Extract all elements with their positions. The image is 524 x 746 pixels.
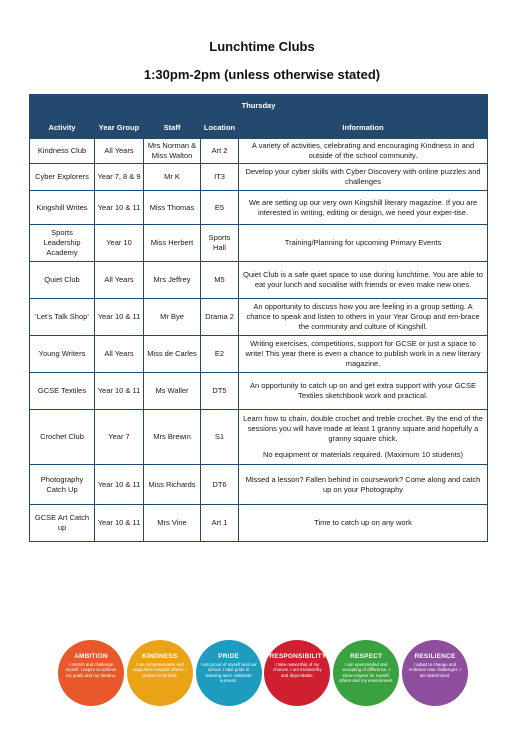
value-title: AMBITION: [74, 653, 108, 660]
clubs-table-body: [30, 139, 488, 542]
value-title: PRIDE: [218, 653, 240, 660]
activity-cell: Crochet Club: [30, 410, 95, 465]
staff-cell: Ms Waller: [144, 373, 201, 410]
value-badge-responsibility: [264, 640, 330, 706]
year-group-cell: All Years: [95, 336, 144, 373]
table-row: [30, 191, 488, 225]
information-cell: [239, 336, 488, 373]
value-badge-respect: [333, 640, 399, 706]
year-group-cell: Year 10 & 11: [95, 191, 144, 225]
table-row: [30, 336, 488, 373]
column-header-staff: Staff: [144, 118, 201, 139]
activity-cell: ‘Let’s Talk Shop’: [30, 299, 95, 336]
activity-cell: Quiet Club: [30, 262, 95, 299]
location-cell: S1: [201, 410, 239, 465]
column-header-information: Information: [239, 118, 488, 139]
value-badge-ambition: [58, 640, 124, 706]
information-text: A variety of activities, celebrating and encouraging Kindness in and outside of the school community.: [251, 141, 475, 160]
information-cell: [239, 225, 488, 262]
table-row: [30, 410, 488, 465]
information-text: Time to catch up on any work: [314, 518, 412, 527]
information-text: No equipment or materials required. (Maximum 10 students): [262, 450, 464, 459]
value-title: RESPONSIBILITY: [269, 653, 327, 660]
page-title: Lunchtime Clubs: [209, 39, 315, 54]
value-badge-kindness: [127, 640, 193, 706]
activity-cell: Sports Leadership Academy: [30, 225, 95, 262]
location-cell: Drama 2: [201, 299, 239, 336]
activity-cell: Cyber Explorers: [30, 164, 95, 191]
year-group-cell: Year 10: [95, 225, 144, 262]
column-header-row: [30, 118, 488, 139]
year-group-cell: Year 7: [95, 410, 144, 465]
activity-cell: Young Writers: [30, 336, 95, 373]
information-cell: [239, 505, 488, 542]
staff-cell: Mrs Norman & Miss Walton: [144, 139, 201, 164]
year-group-cell: Year 10 & 11: [95, 373, 144, 410]
value-badge-resilience: [402, 640, 468, 706]
table-row: [30, 164, 488, 191]
value-title: KINDNESS: [142, 653, 178, 660]
value-badge-pride: [196, 640, 262, 706]
information-text: Writing exercises, competitions, support for GCSE or just a space to write! This year there is even a chance to publish work in a new literary magazine.: [245, 339, 481, 368]
table-row: [30, 373, 488, 410]
staff-cell: Miss Richards: [144, 465, 201, 505]
location-cell: Art 1: [201, 505, 239, 542]
staff-cell: Mrs Brewin: [144, 410, 201, 465]
table-row: [30, 299, 488, 336]
activity-cell: Kingshill Writes: [30, 191, 95, 225]
column-header-activity: Activity: [30, 118, 95, 139]
information-text: Quiet Club is a safe quiet space to use during lunchtime. You are able to eat your lunch and socialise with friends or even make new ones.: [243, 270, 483, 289]
location-cell: Sports Hall: [201, 225, 239, 262]
value-description: I am openminded and accepting of difference. I show respect for myself, others and my environment.: [338, 662, 394, 683]
information-text: Develop your cyber skills with Cyber Discovery with online puzzles and challenges: [245, 167, 481, 186]
information-cell: [239, 465, 488, 505]
information-cell: [239, 410, 488, 465]
table-row: [30, 139, 488, 164]
year-group-cell: Year 10 & 11: [95, 505, 144, 542]
day-label: Thursday: [30, 95, 488, 118]
year-group-cell: Year 7, 8 & 9: [95, 164, 144, 191]
information-cell: [239, 139, 488, 164]
column-header-location: Location: [201, 118, 239, 139]
location-cell: E2: [201, 336, 239, 373]
location-cell: IT3: [201, 164, 239, 191]
day-header-row: [30, 95, 488, 118]
information-text: Training/Planning for upcoming Primary Events: [284, 238, 442, 247]
information-text: An opportunity to catch up on and get extra support with your GCSE Textiles sketchbook work and practical.: [250, 381, 476, 400]
value-description: I am compassionate and supportive towards others. I choose to be kind.: [132, 662, 187, 678]
value-description: I stretch and challenge myself. I aspire to achieve my goals and my dreams.: [65, 662, 117, 678]
staff-cell: Miss de Carles: [144, 336, 201, 373]
page-subtitle: 1:30pm-2pm (unless otherwise stated): [143, 67, 381, 82]
location-cell: DT6: [201, 465, 239, 505]
year-group-cell: Year 10 & 11: [95, 465, 144, 505]
year-group-cell: All Years: [95, 139, 144, 164]
table-row: [30, 505, 488, 542]
value-title: RESILIENCE: [414, 653, 456, 660]
information-text: An opportunity to discuss how you are feeling in a group setting. A chance to speak and listen to others in your Year Group and em-brace the community and culture of Kingshill.: [246, 302, 480, 331]
information-cell: [239, 299, 488, 336]
staff-cell: Miss Herbert: [144, 225, 201, 262]
value-title: RESPECT: [350, 653, 383, 660]
clubs-table: [29, 94, 488, 542]
staff-cell: Mrs Vine: [144, 505, 201, 542]
value-description: I adapt to change and embrace new challenges. I am determined.: [408, 662, 462, 678]
activity-cell: GCSE Textiles: [30, 373, 95, 410]
staff-cell: Mr K: [144, 164, 201, 191]
column-header-year-group: Year Group: [95, 118, 144, 139]
year-group-cell: All Years: [95, 262, 144, 299]
staff-cell: Mrs Jeffrey: [144, 262, 201, 299]
location-cell: E5: [201, 191, 239, 225]
activity-cell: Photography Catch Up: [30, 465, 95, 505]
year-group-cell: Year 10 & 11: [95, 299, 144, 336]
information-cell: [239, 191, 488, 225]
location-cell: Art 2: [201, 139, 239, 164]
table-row: [30, 465, 488, 505]
school-values-banner: [58, 640, 468, 706]
activity-cell: GCSE Art Catch up: [30, 505, 95, 542]
information-cell: [239, 164, 488, 191]
value-description: I take ownership of my choices. I am trustworthy and dependable.: [273, 662, 322, 678]
information-text: Missed a lesson? Fallen behind in coursework? Come along and catch up on your Photography: [245, 474, 481, 494]
activity-cell: Kindness Club: [30, 139, 95, 164]
location-cell: M5: [201, 262, 239, 299]
information-text: We are setting up our very own Kingshill literary magazine. If you are interested in writing, editing or design, we need your exper-tise.: [248, 197, 478, 217]
information-cell: [239, 262, 488, 299]
value-description: I am proud of myself and our school. I take pride in learning and I celebrate success.: [200, 662, 257, 683]
location-cell: DT5: [201, 373, 239, 410]
staff-cell: Mr Bye: [144, 299, 201, 336]
information-text: Learn how to chain, double crochet and treble crochet. By the end of the sessions you will have made at least 1 granny square and hopefully a granny square chick.: [243, 414, 483, 443]
information-cell: [239, 373, 488, 410]
table-row: [30, 262, 488, 299]
table-row: [30, 225, 488, 262]
staff-cell: Miss Thomas: [144, 191, 201, 225]
